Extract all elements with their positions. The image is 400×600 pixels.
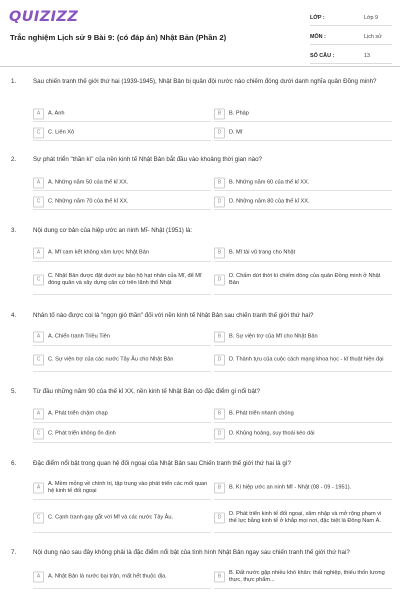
meta-value: 13	[364, 53, 370, 59]
answer-option-c[interactable]	[33, 503, 211, 533]
option-text: C. Những năm 70 của thế kỉ XX.	[48, 197, 129, 204]
option-letter: B	[214, 332, 225, 343]
option-text: C. Nhật Bản được đặt dưới sự bảo hộ hạt nhân của Mĩ, để Mĩ đóng quân và xây dựng căn cứ trên lãnh thổ Nhật	[48, 272, 202, 286]
option-text: C. Phát triển không ổn định	[48, 430, 116, 437]
answer-option-a[interactable]	[33, 175, 211, 191]
question-text: Nhân tố nào được coi là "ngọn gió thần" đối với nền kinh tế Nhật Bản sau chiến tranh thế giới thứ hai?	[33, 312, 314, 319]
question-number: 4.	[11, 312, 17, 319]
option-text: B. Những năm 60 của thế kỉ XX.	[229, 178, 310, 185]
meta-value: Lịch sử	[364, 34, 382, 40]
answer-option-d[interactable]	[214, 503, 392, 533]
option-letter: B	[214, 108, 225, 119]
option-text: B. Pháp	[229, 109, 249, 116]
option-letter: B	[214, 572, 225, 583]
option-letter: C	[33, 355, 44, 366]
question-text: Sau chiến tranh thế giới thứ hai (1939-1945), Nhật Bản bị quân đội nước nào chiếm đóng dưới danh nghĩa quân Đồng minh?	[33, 78, 377, 85]
answer-option-c[interactable]	[33, 194, 211, 210]
option-text: D. Thành tựu của cuộc cách mạng khoa học - kĩ thuật hiện đại	[229, 356, 384, 363]
option-letter: C	[33, 127, 44, 138]
option-text: C. Cạnh tranh gay gắt với Mĩ và các nước Tây Âu.	[48, 513, 174, 520]
option-letter: D	[214, 429, 225, 440]
answer-option-a[interactable]	[33, 106, 211, 122]
question-text: Nội dung nào sau đây không phải là đặc điểm nổi bật của tình hình Nhật Bản ngay sau chiến tranh thế giới thứ hai?	[33, 549, 350, 556]
worksheet-header	[0, 0, 400, 67]
answer-option-a[interactable]	[33, 406, 211, 423]
answer-option-a[interactable]	[33, 244, 211, 262]
answer-option-d[interactable]	[214, 265, 392, 295]
option-letter: C	[33, 429, 44, 440]
answer-option-d[interactable]	[214, 125, 392, 141]
option-text: D. Chấm dứt thời kì chiếm đóng của quân Đồng minh ở Nhật Bản	[229, 272, 381, 286]
option-letter: A	[33, 177, 44, 188]
answer-option-a[interactable]	[33, 476, 211, 500]
option-text: B. Mĩ tài vũ trang cho Nhật	[229, 248, 296, 255]
question-number: 1.	[11, 78, 17, 85]
option-letter: D	[214, 355, 225, 366]
answer-option-d[interactable]	[214, 349, 392, 372]
option-text: A. Anh	[48, 109, 65, 116]
option-letter: B	[214, 177, 225, 188]
question-text: Đặc điểm nổi bật trong quan hệ đối ngoại của Nhật Bản sau Chiến tranh thế giới thứ hai là gì?	[33, 460, 291, 467]
meta-row-class	[310, 11, 392, 26]
option-letter: A	[33, 409, 44, 420]
option-text: D. Những năm 80 của thế kỉ XX.	[229, 197, 310, 204]
option-letter: D	[214, 127, 225, 138]
answer-option-b[interactable]	[214, 476, 392, 500]
option-letter: D	[214, 512, 225, 523]
meta-label: LỚP :	[310, 15, 325, 21]
meta-row-subject	[310, 30, 392, 45]
quizizz-logo: QUIZIZZ	[9, 9, 79, 25]
answer-option-a[interactable]	[33, 566, 211, 589]
meta-label: MÔN :	[310, 34, 326, 40]
option-text: A. Mĩ cam kết không xâm lược Nhật Bản	[48, 248, 149, 255]
option-text: B. Kí hiệp ước an ninh Mĩ - Nhật (08 - 09 - 1951).	[229, 483, 352, 490]
option-letter: D	[214, 196, 225, 207]
option-text: D. Khủng hoảng, suy thoái kéo dài	[229, 430, 315, 437]
answer-option-b[interactable]	[214, 406, 392, 423]
question-text: Từ đầu những năm 90 của thế kỉ XX, nền kinh tế Nhật Bản có đặc điểm gì nổi bật?	[33, 388, 261, 395]
option-text: C. Liên Xô	[48, 128, 75, 135]
option-text: A. Phát triển chậm chạp	[48, 410, 108, 417]
option-letter: B	[214, 482, 225, 493]
option-text: A. Chiến tranh Triều Tiên	[48, 333, 110, 340]
option-letter: C	[33, 512, 44, 523]
answer-option-c[interactable]	[33, 426, 211, 443]
option-letter: A	[33, 572, 44, 583]
option-letter: D	[214, 274, 225, 285]
option-letter: A	[33, 332, 44, 343]
option-letter: A	[33, 247, 44, 258]
answer-option-c[interactable]	[33, 265, 211, 295]
option-letter: A	[33, 482, 44, 493]
answer-option-b[interactable]	[214, 106, 392, 122]
answer-option-b[interactable]	[214, 329, 392, 346]
option-text: B. Đất nước gặp nhiều khó khăn: thất nghiệp, thiếu thốn lương thực, thực phẩm...	[229, 569, 385, 583]
page-title: Trắc nghiệm Lịch sử 9 Bài 9: (có đáp án) Nhật Bản (Phần 2)	[10, 33, 227, 42]
answer-option-c[interactable]	[33, 125, 211, 141]
question-number: 7.	[11, 549, 17, 556]
meta-label: SỐ CÂU :	[310, 53, 335, 59]
answer-option-a[interactable]	[33, 329, 211, 346]
option-text: D. Phát triển kinh tế đối ngoại, xâm nhập và mở rộng phạm vi thế lực bằng kinh tế ở khắp mọi nơi, đặc biệt là Đông Nam Á.	[229, 510, 382, 524]
meta-row-count	[310, 49, 392, 64]
option-text: C. Sự viện trợ của các nước Tây Âu cho Nhật Bản	[48, 356, 174, 363]
answer-option-b[interactable]	[214, 566, 392, 589]
answer-option-d[interactable]	[214, 194, 392, 210]
option-text: A. Mềm mỏng về chính trị, tập trung vào phát triển các mối quan hệ kinh tế đối ngoại	[48, 480, 208, 494]
question-number: 6.	[11, 460, 17, 467]
option-letter: B	[214, 409, 225, 420]
answer-option-b[interactable]	[214, 175, 392, 191]
option-text: D. Mĩ	[229, 128, 243, 135]
meta-panel	[310, 11, 392, 68]
answer-option-b[interactable]	[214, 244, 392, 262]
answer-option-d[interactable]	[214, 426, 392, 443]
option-letter: A	[33, 108, 44, 119]
option-text: A. Những năm 50 của thế kỉ XX.	[48, 178, 129, 185]
option-letter: C	[33, 274, 44, 285]
question-number: 5.	[11, 388, 17, 395]
question-number: 3.	[11, 227, 17, 234]
option-text: B. Sự viện trợ của Mĩ cho Nhật Bản	[229, 333, 318, 340]
question-text: Sự phát triển "thần kì" của nền kinh tế Nhật Bản bắt đầu vào khoảng thời gian nào?	[33, 156, 262, 163]
option-letter: B	[214, 247, 225, 258]
option-text: A. Nhật Bản là nước bại trận, mất hết thuộc địa.	[48, 573, 167, 580]
option-text: B. Phát triển nhanh chóng	[229, 410, 294, 417]
meta-value: Lớp 9	[364, 15, 379, 21]
question-text: Nội dung cơ bản của hiệp ước an ninh Mĩ- Nhật (1951) là:	[33, 227, 193, 234]
option-letter: C	[33, 196, 44, 207]
answer-option-c[interactable]	[33, 349, 211, 372]
question-number: 2.	[11, 156, 17, 163]
